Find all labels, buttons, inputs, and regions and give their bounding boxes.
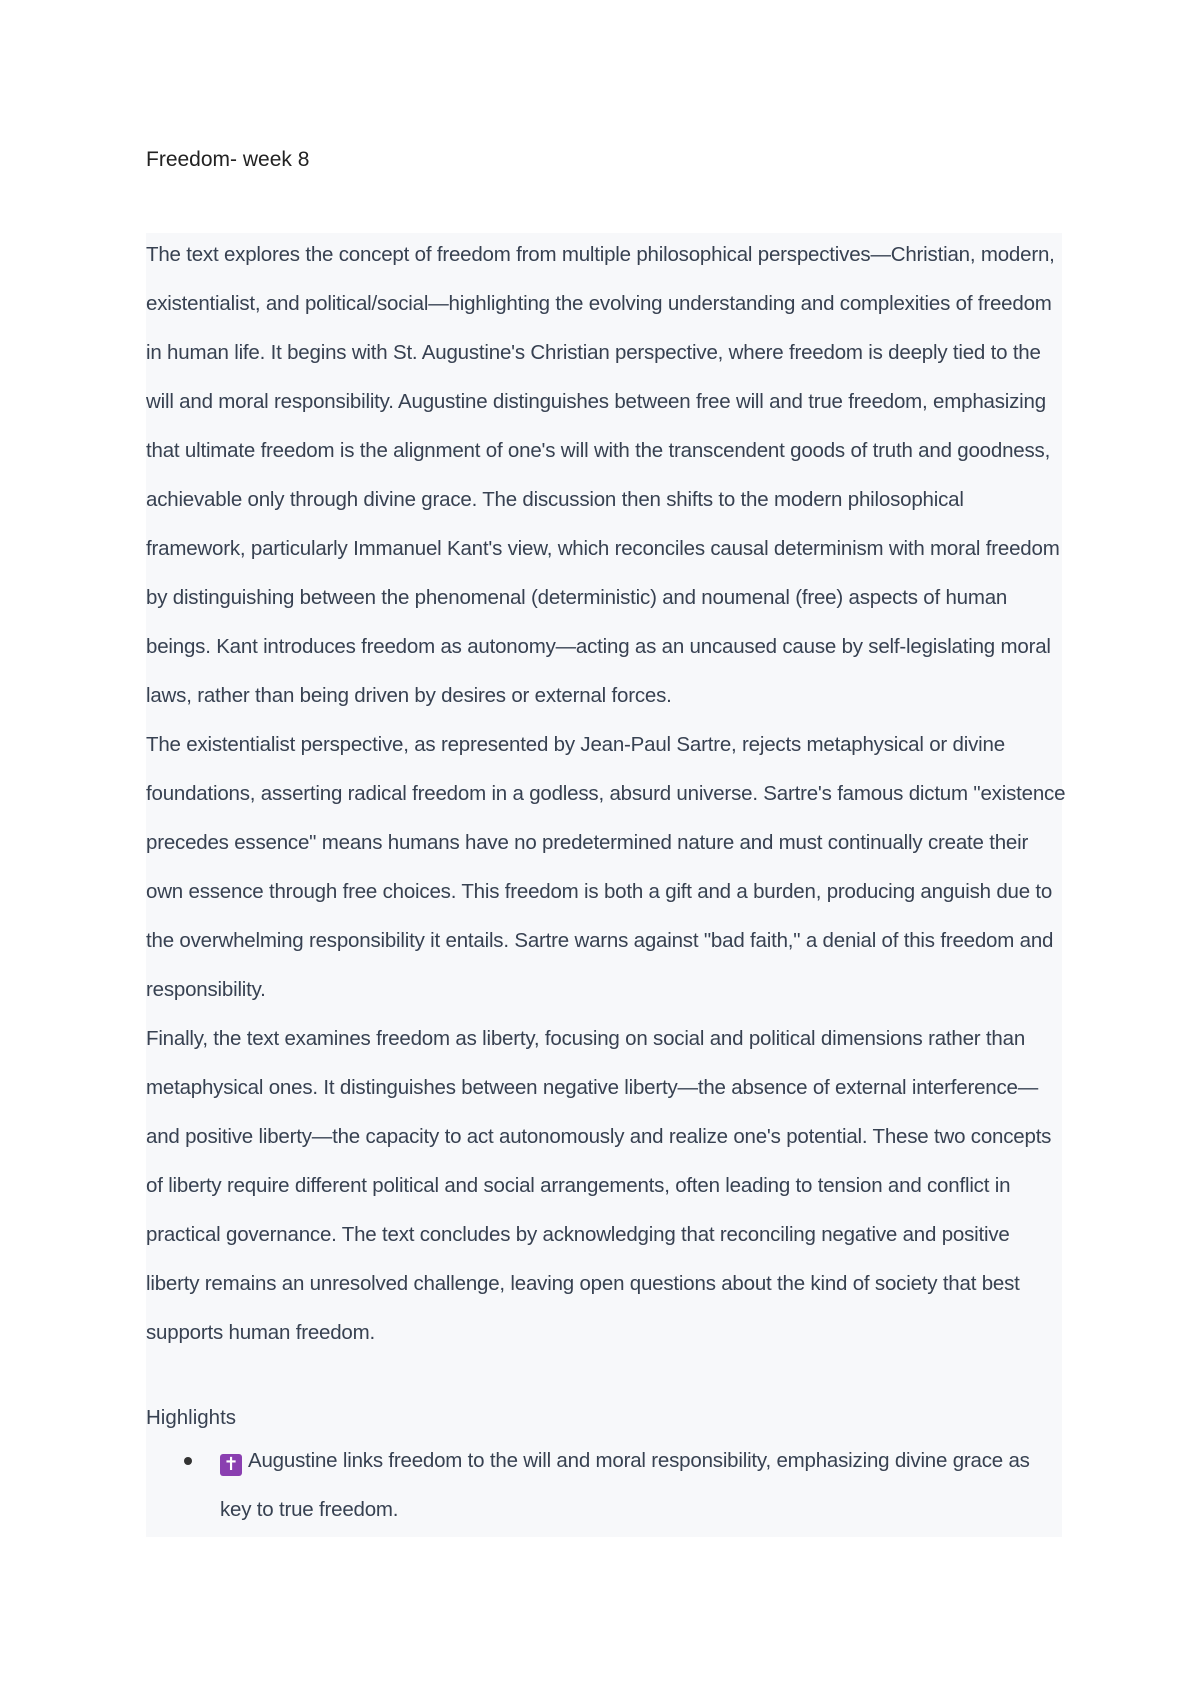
highlight-text: Augustine links freedom to the will and moral responsibility, emphasizing divine grace as key to true freedom. bbox=[220, 1449, 1030, 1521]
highlights-heading: Highlights bbox=[146, 1406, 237, 1429]
summary-body bbox=[146, 230, 1066, 1357]
document-title: Freedom- week 8 bbox=[146, 148, 310, 171]
paragraph-christian-modern: The text explores the concept of freedom from multiple philosophical perspectives—Christian, modern, existentialist, and political/social—highlighting the evolving understanding and complexities of freedom in human life. It begins with St. Augustine's Christian perspective, where freedom is deeply tied to the will and moral responsibility. Augustine distinguishes between free will and true freedom, emphasizing that ultimate freedom is the alignment of one's will with the transcendent goods of truth and goodness, achievable only through divine grace. The discussion then shifts to the modern philosophical framework, particularly Immanuel Kant's view, which reconciles causal determinism with moral freedom by distinguishing between the phenomenal (deterministic) and noumenal (free) aspects of human beings. Kant introduces freedom as autonomy—acting as an uncaused cause by self-legislating moral laws, rather than being driven by desires or external forces. bbox=[146, 243, 1060, 707]
latin-cross-icon: ✝ bbox=[220, 1454, 242, 1476]
paragraph-liberty: Finally, the text examines freedom as liberty, focusing on social and political dimensions rather than metaphysical ones. It distinguishes between negative liberty—the absence of external interference—and positive liberty—the capacity to act autonomously and realize one's potential. These two concepts of liberty require different political and social arrangements, often leading to tension and conflict in practical governance. The text concludes by acknowledging that reconciling negative and positive liberty remains an unresolved challenge, leaving open questions about the kind of society that best supports human freedom. bbox=[146, 1027, 1052, 1344]
highlights-list bbox=[146, 1436, 1066, 1534]
paragraph-existentialist: The existentialist perspective, as represented by Jean-Paul Sartre, rejects metaphysical or divine foundations, asserting radical freedom in a godless, absurd universe. Sartre's famous dictum "existence precedes essence" means humans have no predetermined nature and must continually create their own essence through free choices. This freedom is both a gift and a burden, producing anguish due to the overwhelming responsibility it entails. Sartre warns against "bad faith," a denial of this freedom and responsibility. bbox=[146, 733, 1066, 1001]
bullet-icon bbox=[184, 1457, 192, 1465]
list-item bbox=[146, 1436, 1066, 1534]
